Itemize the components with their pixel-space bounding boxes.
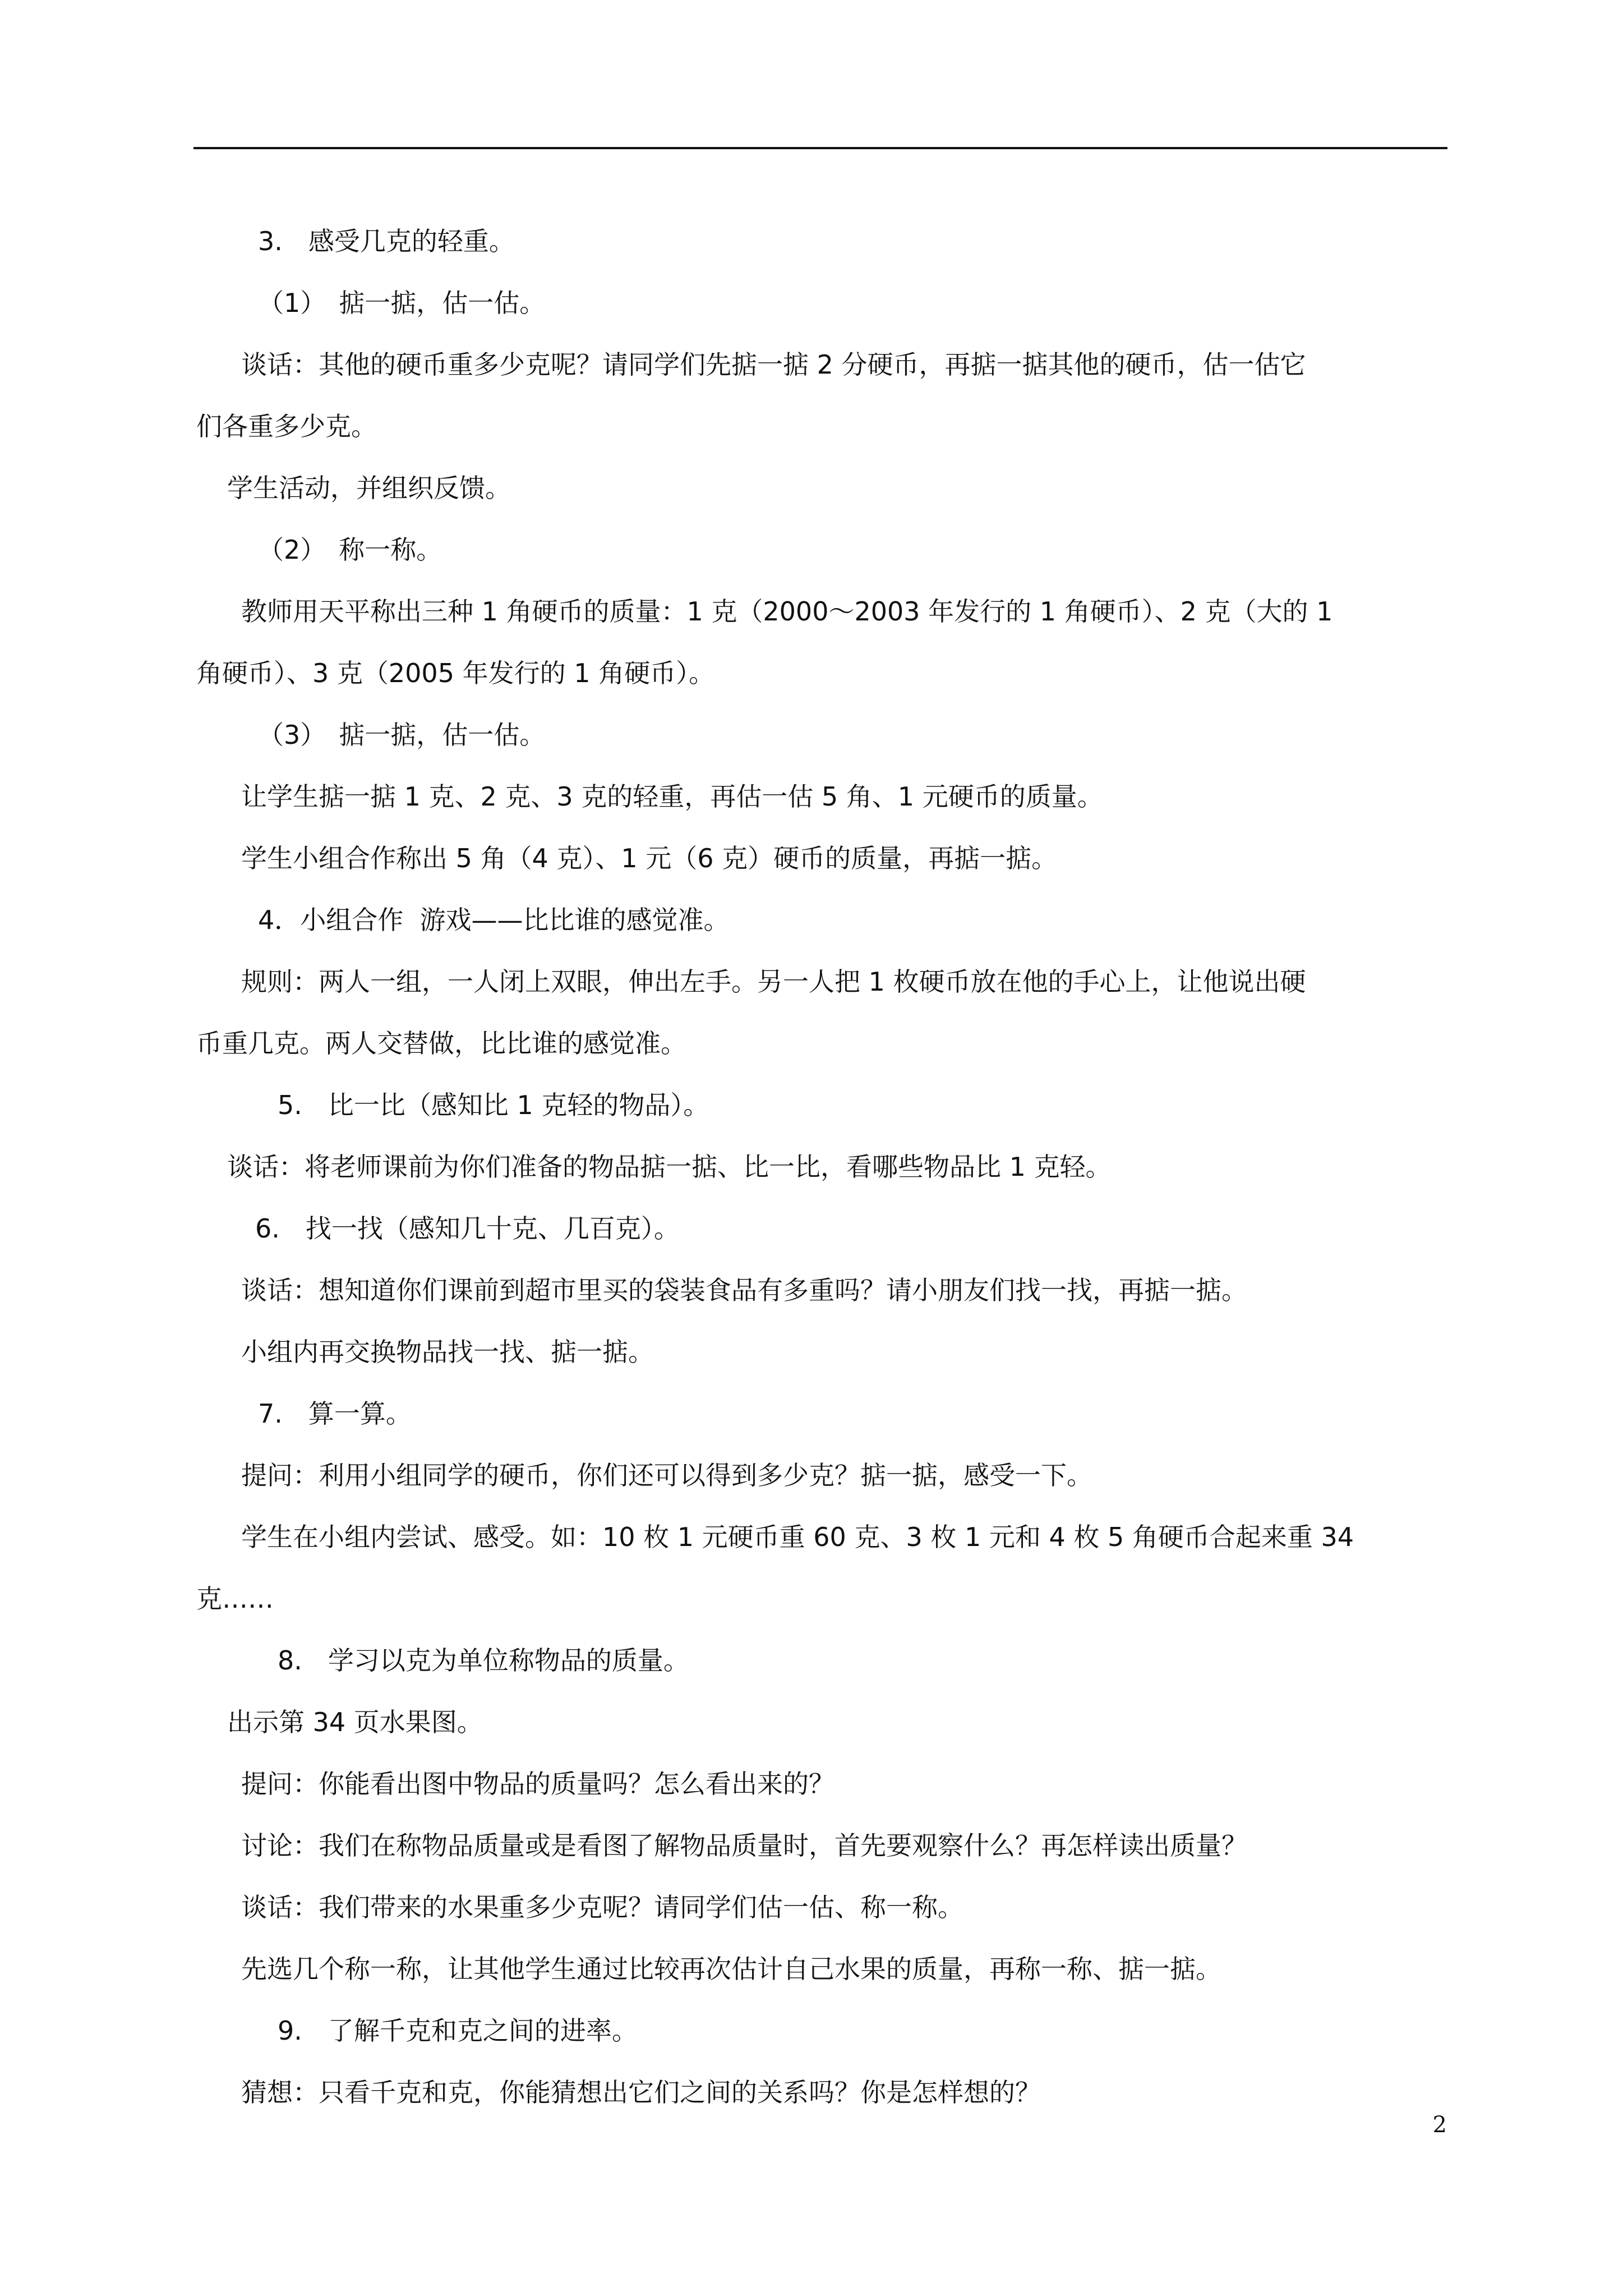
paragraph: 币重几克。两人交替做，比比谁的感觉准。 [196, 1028, 686, 1059]
paragraph: 猜想：只看千克和克，你能猜想出它们之间的关系吗？你是怎样想的？ [241, 2077, 1041, 2108]
paragraph: 谈话：想知道你们课前到超市里买的袋装食品有多重吗？请小朋友们找一找，再掂一掂。 [241, 1275, 1247, 1305]
paragraph: 谈话：其他的硬币重多少克呢？请同学们先掂一掂 2 分硬币，再掂一掂其他的硬币，估一估它 [241, 349, 1306, 380]
paragraph: 谈话：我们带来的水果重多少克呢？请同学们估一估、称一称。 [241, 1892, 963, 1922]
paragraph: （3） 掂一掂，估一估。 [258, 720, 546, 750]
body-text [196, 210, 1450, 2123]
header-rule [193, 147, 1447, 149]
paragraph: 9. 了解千克和克之间的进率。 [278, 2016, 638, 2046]
paragraph: （1） 掂一掂，估一估。 [258, 288, 546, 318]
paragraph: 7. 算一算。 [258, 1398, 412, 1429]
paragraph: 学生小组合作称出 5 角（4 克）、1 元（6 克）硬币的质量，再掂一掂。 [241, 843, 1058, 873]
paragraph: 克…… [196, 1584, 274, 1614]
paragraph: 5. 比一比（感知比 1 克轻的物品）。 [278, 1090, 709, 1120]
paragraph: 讨论：我们在称物品质量或是看图了解物品质量时，首先要观察什么？再怎样读出质量？ [241, 1830, 1247, 1861]
page-number: 2 [1432, 2112, 1447, 2138]
paragraph: 提问：你能看出图中物品的质量吗？怎么看出来的？ [241, 1769, 834, 1799]
paragraph: 出示第 34 页水果图。 [227, 1707, 483, 1737]
paragraph: 规则：两人一组，一人闭上双眼，伸出左手。另一人把 1 枚硬币放在他的手心上，让他说出硬 [241, 967, 1306, 997]
paragraph: 角硬币）、3 克（2005 年发行的 1 角硬币）。 [196, 658, 715, 688]
paragraph: 谈话：将老师课前为你们准备的物品掂一掂、比一比，看哪些物品比 1 克轻。 [227, 1152, 1112, 1182]
paragraph: 小组内再交换物品找一找、掂一掂。 [241, 1337, 654, 1367]
paragraph: 学生活动，并组织反馈。 [227, 473, 511, 503]
paragraph: 们各重多少克。 [196, 411, 377, 441]
paragraph: （2） 称一称。 [258, 535, 442, 565]
paragraph: 3. 感受几克的轻重。 [258, 226, 515, 256]
paragraph: 学生在小组内尝试、感受。如：10 枚 1 元硬币重 60 克、3 枚 1 元和 4 枚 5 角硬币合起来重 34 [241, 1522, 1354, 1552]
paragraph: 让学生掂一掂 1 克、2 克、3 克的轻重，再估一估 5 角、1 元硬币的质量。 [241, 781, 1103, 812]
paragraph: 4．小组合作 游戏——比比谁的感觉准。 [258, 905, 730, 935]
paragraph: 先选几个称一称，让其他学生通过比较再次估计自己水果的质量，再称一称、掂一掂。 [241, 1954, 1221, 1984]
paragraph: 提问：利用小组同学的硬币，你们还可以得到多少克？掂一掂，感受一下。 [241, 1460, 1092, 1490]
paragraph: 8. 学习以克为单位称物品的质量。 [278, 1645, 689, 1676]
paragraph: 6. 找一找（感知几十克、几百克）。 [255, 1213, 680, 1244]
paragraph: 教师用天平称出三种 1 角硬币的质量：1 克（2000～2003 年发行的 1 角硬币）、2 克（大的 1 [241, 596, 1333, 627]
